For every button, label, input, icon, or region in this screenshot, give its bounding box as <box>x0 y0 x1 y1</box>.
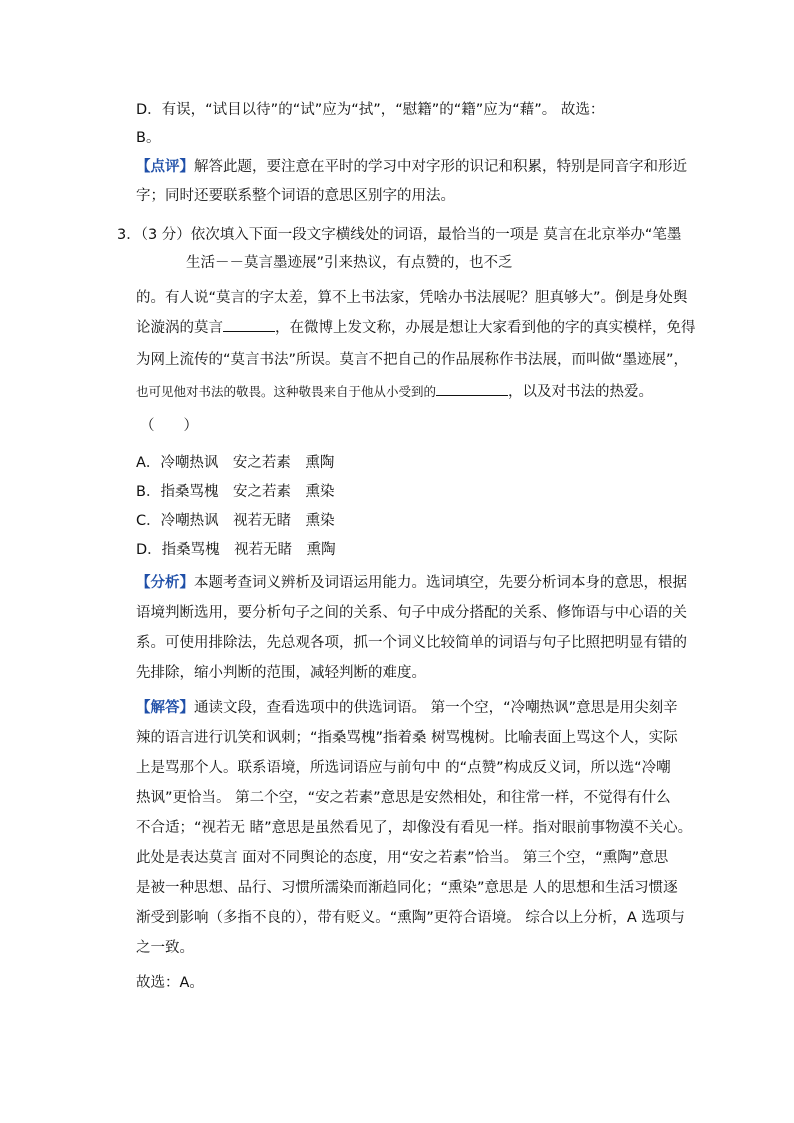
passage-line-1: 的。有人说“莫言的字太差，算不上书法家，凭啥办书法展呢？胆真够大”。倒是身处舆 <box>136 290 688 306</box>
final-answer: 故选：A。 <box>136 975 204 991</box>
option-a: A．冷嘲热讽 安之若素 熏陶 <box>136 455 335 471</box>
answer-text-1: 通读文段，查看选项中的供选词语。 第一个空，“冷嘲热讽”意思是用尖刻辛 <box>194 700 678 716</box>
analysis-line-2: 语境判断选用，要分析句子之间的关系、句子中成分搭配的关系、修饰语与中心语的关 <box>136 605 687 621</box>
question-3-stem: 3．（3 分）依次填入下面一段文字横线处的词语，最恰当的一项是 莫言在北京举办“笔墨 <box>117 227 682 243</box>
comment-tag: 【点评】 <box>136 159 194 175</box>
option-d-explanation: D．有误，“试目以待”的“试”应为“拭”，“慰籍”的“籍”应为“藉”。 故选： <box>136 102 605 118</box>
option-b: B．指桑骂槐 安之若素 熏染 <box>136 484 335 500</box>
answer-line-7: 是被一种思想、品行、习惯所濡染而渐趋同化；“熏染”意思是 人的思想和生活习惯逐 <box>136 880 678 896</box>
passage-line-3: 为网上流传的“莫言书法”所误。莫言不把自己的作品展称作书法展，而叫做“墨迹展”， <box>136 352 689 368</box>
option-c: C．冷嘲热讽 视若无睹 熏染 <box>136 513 335 529</box>
passage-line-2b: ，在微博上发文称，办展是想让大家看到他的字的真实模样，免得 <box>275 320 696 336</box>
answer-parentheses: （ ） <box>140 418 198 434</box>
previous-answer: B。 <box>136 130 161 146</box>
analysis-line-1 <box>136 573 687 593</box>
analysis-tag: 【分析】 <box>136 575 194 591</box>
answer-line-6: 此处是表达莫言 面对不同舆论的态度，用“安之若素”恰当。 第三个空，“熏陶”意思 <box>136 850 669 866</box>
passage-line-4 <box>136 381 653 402</box>
comment-line-2: 字；同时还要联系整个词语的意思区别字的用法。 <box>136 188 455 204</box>
analysis-text-1: 本题考查词义辨析及词语运用能力。选词填空，先要分析词本身的意思，根据 <box>194 575 687 591</box>
comment-text-1: 解答此题，要注意在平时的学习中对字形的识记和积累，特别是同音字和形近 <box>194 159 687 175</box>
blank-1 <box>223 317 275 332</box>
passage-line-4b: ，以及对书法的热爱。 <box>508 384 654 400</box>
question-3-stem-cont: 生活－－莫言墨迹展”引来热议，有点赞的，也不乏 <box>186 255 513 271</box>
passage-line-4a: 也可见他对书法的敬畏。这种敬畏来自于他从小受到的 <box>136 384 437 399</box>
answer-line-9: 之一致。 <box>136 940 194 956</box>
answer-line-2: 辣的语言进行讥笑和讽刺；“指桑骂槐”指着桑 树骂槐树。比喻表面上骂这个人，实际 <box>136 730 678 746</box>
passage-line-2 <box>136 317 696 338</box>
answer-line-8: 渐受到影响（多指不良的），带有贬义。“熏陶”更符合语境。 综合以上分析，A 选项与 <box>136 910 685 926</box>
passage-line-2a: 论漩涡的莫言 <box>136 320 223 336</box>
analysis-line-3: 系。可使用排除法，先总观各项，抓一个词义比较简单的词语与句子比照把明显有错的 <box>136 635 687 651</box>
analysis-line-4: 先排除，缩小判断的范围，减轻判断的难度。 <box>136 665 426 681</box>
answer-tag: 【解答】 <box>136 700 194 716</box>
answer-line-5: 不合适；“视若无 睹”意思是虽然看见了，却像没有看见一样。指对眼前事物漠不关心。 <box>136 820 693 836</box>
comment-line-1 <box>136 157 687 177</box>
answer-line-4: 热讽”更恰当。 第二个空，“安之若素”意思是安然相处，和往常一样，不觉得有什么 <box>136 790 671 806</box>
answer-line-1 <box>136 698 678 718</box>
answer-line-3: 上是骂那个人。联系语境，所选词语应与前句中 的“点赞”构成反义词，所以选“冷嘲 <box>136 760 671 776</box>
option-d: D．指桑骂槐 视若无睹 熏陶 <box>136 542 336 558</box>
blank-2 <box>436 381 508 396</box>
